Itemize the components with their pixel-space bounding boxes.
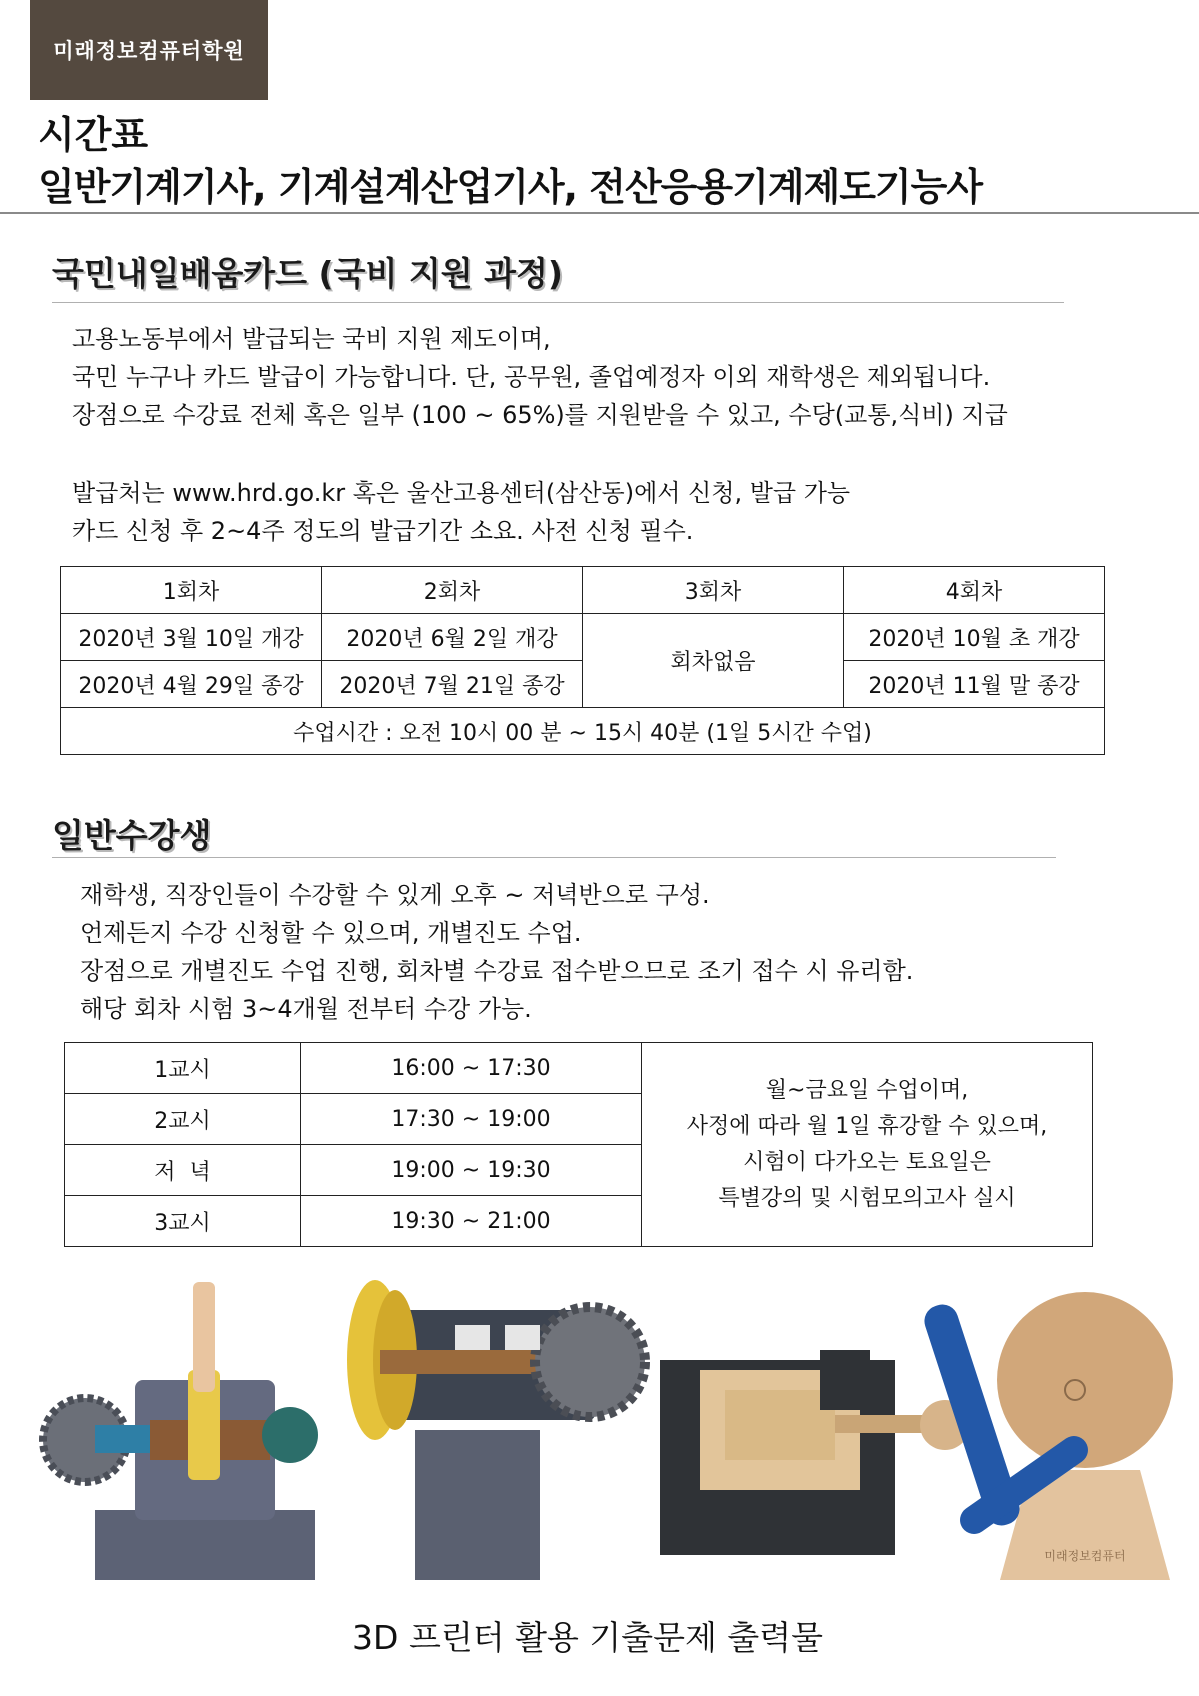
text-line: 장점으로 수강료 전체 혹은 일부 (100 ~ 65%)를 지원받을 수 있고, 수당(교통,식비) 지급 [72,401,1008,429]
header-divider [0,212,1199,214]
table-footer-row [61,708,1105,755]
class-period-table [64,1042,1093,1247]
text-line: 고용노동부에서 발급되는 국비 지원 제도이며, [72,325,551,353]
note-line: 월~금요일 수업이며, [765,1077,969,1103]
class-hours-cell: 수업시간 : 오전 10시 00 분 ~ 15시 40분 (1일 5시간 수업) [61,708,1105,755]
start-date-cell: 2020년 10월 초 개강 [844,614,1105,661]
note-line: 특별강의 및 시험모의고사 실시 [718,1185,1016,1211]
section2-description [80,876,913,1028]
text-line: 재학생, 직장인들이 수강할 수 있게 오후 ~ 저녁반으로 구성. [80,881,710,909]
text-line: 장점으로 개별진도 수업 진행, 회차별 수강료 접수받으므로 조기 접수 시 유리함. [80,957,914,985]
vise-model-image [660,1350,970,1555]
start-date-cell: 2020년 6월 2일 개강 [322,614,583,661]
header-cell: 3회차 [583,567,844,614]
section-divider [52,857,1056,858]
academy-logo: 미래정보컴퓨터학원 [30,0,268,100]
model-watermark: 미래정보컴퓨터 [1044,1549,1126,1563]
header-cell: 2회차 [322,567,583,614]
schedule-note-cell [642,1043,1093,1247]
page-subtitle: 일반기계기사, 기계설계산업기사, 전산응용기계제도기능사 [38,165,983,209]
no-session-cell: 회차없음 [583,614,844,708]
3d-printed-models-photos [0,1270,1199,1600]
section-heading-regular-students: 일반수강생 [52,816,212,855]
session-schedule-table [60,566,1105,755]
page-title: 시간표 [38,113,149,157]
text-line: 언제든지 수강 신청할 수 있으며, 개별진도 수업. [80,919,582,947]
time-cell: 17:30 ~ 19:00 [301,1094,642,1145]
photos-caption: 3D 프린터 활용 기출문제 출력물 [352,1618,823,1657]
header-cell: 4회차 [844,567,1105,614]
start-date-cell: 2020년 3월 10일 개강 [61,614,322,661]
text-line: 카드 신청 후 2~4주 정도의 발급기간 소요. 사전 신청 필수. [72,517,694,545]
header-cell: 1회차 [61,567,322,614]
time-cell: 16:00 ~ 17:30 [301,1043,642,1094]
text-line: 국민 누구나 카드 발급이 가능합니다. 단, 공무원, 졸업예정자 이외 재학생은 제외됩니다. [72,363,991,391]
table-row [61,614,1105,661]
note-line: 시험이 다가오는 토요일은 [743,1149,991,1175]
end-date-cell: 2020년 7월 21일 종강 [322,661,583,708]
table-header-row [61,567,1105,614]
pulley-shaft-model-image [347,1280,645,1580]
period-cell: 2교시 [65,1094,301,1145]
section1-description [72,320,1008,434]
section-heading-national-card: 국민내일배움카드 (국비 지원 과정) [52,254,563,293]
section-divider [52,302,1064,303]
table-row [65,1043,1093,1094]
text-line: 발급처는 www.hrd.go.kr 혹은 울산고용센터(삼산동)에서 신청, 발급 가능 [72,479,851,507]
note-line: 사정에 따라 월 1일 휴강할 수 있으며, [686,1113,1048,1139]
gearbox-model-image [43,1282,318,1580]
end-date-cell: 2020년 11월 말 종강 [844,661,1105,708]
time-cell: 19:00 ~ 19:30 [301,1145,642,1196]
period-cell: 3교시 [65,1196,301,1247]
time-cell: 19:30 ~ 21:00 [301,1196,642,1247]
section1-issuance-info [72,474,850,550]
period-cell: 저 녁 [65,1145,301,1196]
text-line: 해당 회차 시험 3~4개월 전부터 수강 가능. [80,995,532,1023]
period-cell: 1교시 [65,1043,301,1094]
end-date-cell: 2020년 4월 29일 종강 [61,661,322,708]
